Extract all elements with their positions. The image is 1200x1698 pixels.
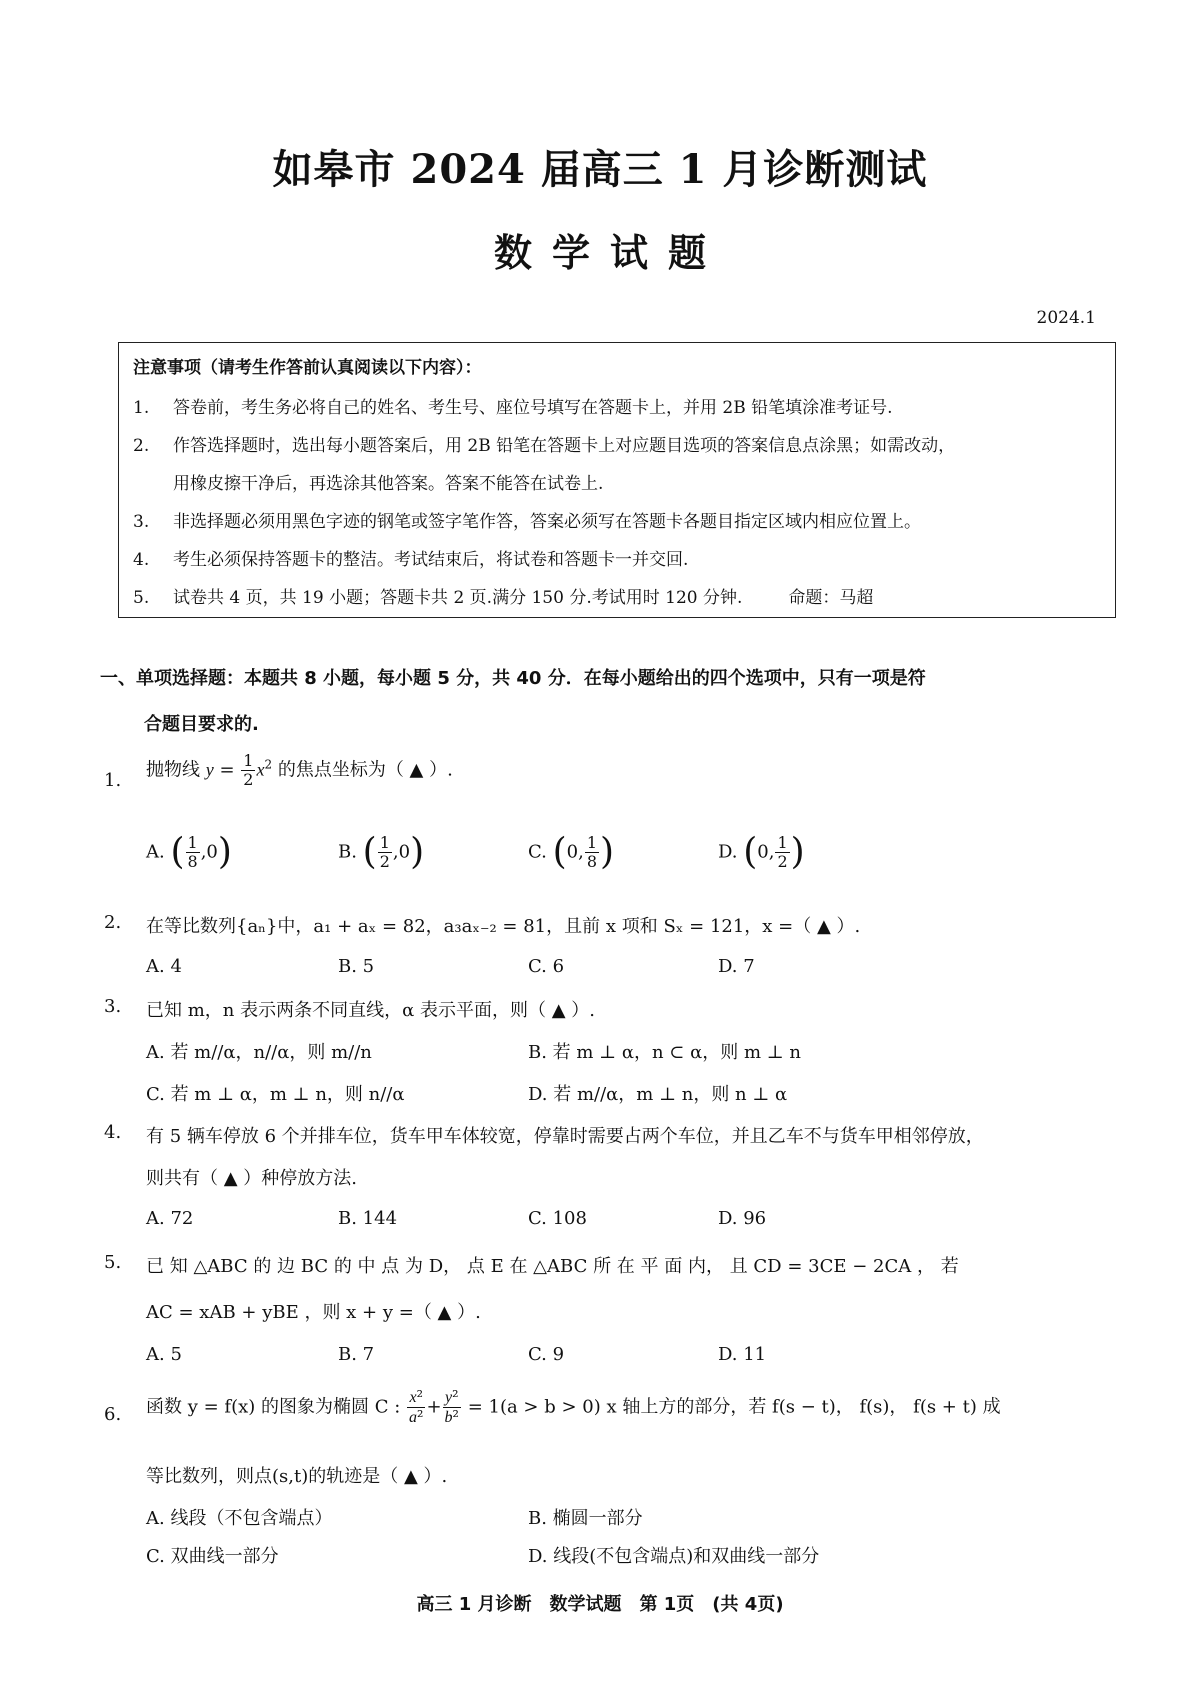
option-c[interactable]: C. 9 [528,1344,565,1365]
notice-item-text: 考生必须保持答题卡的整洁。考试结束后，将试卷和答题卡一并交回. [173,550,689,570]
notice-item [133,393,893,418]
option-d[interactable]: D. 96 [718,1208,767,1229]
option-a[interactable]: A. 72 [146,1208,194,1229]
question-1-pre: 抛物线 [146,759,200,781]
page-title: 如皋市 2024 届高三 1 月诊断测试 [272,146,928,193]
option-a[interactable]: A. 4 [146,956,182,977]
question-4-line-2: 则共有（ ▲ ）种停放方法. [146,1168,358,1189]
notice-item-text: 试卷共 4 页，共 19 小题；答题卡共 2 页.满分 150 分.考试用时 120 分钟. [173,588,743,608]
question-6-line-1: 函数 y = f(x) 的图象为椭圆 C : $\frac{\text{x²}}{\text{a²}}$ + $\frac{\text{y²}}{\text{b²}}$ = 1(a > b > 0) x 轴上方的部分，若 f(s − t)， f(s)， f(s + t) 成 [146,1387,1001,1426]
notice-item [133,507,921,532]
notice-item [133,431,955,456]
question-6-line-1a: 函数 y = f(x) 的图象为椭圆 C : [146,1396,401,1418]
question-5-line-1: 已 知 △ABC 的 边 BC 的 中 点 为 D， 点 E 在 △ABC 所 在 平 面 内， 且 CD = 3CE − 2CA ， 若 [146,1256,959,1277]
notice-author: 命题：马超 [788,588,874,608]
option-c[interactable]: C. 若 m ⊥ α，m ⊥ n，则 n//α [146,1084,405,1105]
notice-item-number: 3. [133,512,150,532]
notice-item-text: 作答选择题时，选出每小题答案后，用 2B 铅笔在答题卡上对应题目选项的答案信息点涂黑；如需改动， [173,436,956,456]
option-a[interactable]: A. 线段（不包含端点） [146,1508,333,1529]
question-6-line-1b: = 1(a > b > 0) x 轴上方的部分，若 f(s − t)， f(s)， f(s + t) 成 [467,1396,1001,1418]
question-2-text: 在等比数列{aₙ}中，a₁ + aₓ = 82，a₃aₓ₋₂ = 81，且前 x 项和 Sₓ = 121，x =（ ▲ ）. [146,916,861,937]
notice-item-number: 2. [133,436,150,456]
question-3-text: 已知 m，n 表示两条不同直线，α 表示平面，则（ ▲ ）. [146,1000,595,1021]
question-5-line-2: AC = xAB + yBE ，则 x + y =（ ▲ ）. [146,1302,481,1323]
question-number: 4. [104,1122,122,1143]
question-1-post: 的焦点坐标为（ ▲ ）. [277,759,453,781]
option-d[interactable]: D. (0, $\frac{1}{2}$ ) [718,831,805,873]
option-b[interactable]: B. ( $\frac{1}{2}$ ,0) [338,831,425,873]
section-heading-continuation: 合题目要求的. [144,714,259,735]
notice-item-number: 5. [133,588,150,608]
notice-item-number: 1. [133,398,150,418]
question-1-text: 抛物线 y = $\frac{1}{2}$ $x^2$ 的焦点坐标为（ ▲ ）. [146,751,453,789]
question-number: 3. [104,996,122,1017]
question-number: 1. [104,770,122,791]
question-number: 6. [104,1404,122,1425]
notice-item-continuation: 用橡皮擦干净后，再选涂其他答案。答案不能答在试卷上. [173,474,604,494]
page-subtitle: 数学试题 [493,230,726,275]
fraction: $\frac{1}{2}$ [243,751,254,789]
option-d[interactable]: D. 线段(不包含端点)和双曲线一部分 [528,1546,820,1567]
option-a[interactable]: A. ( $\frac{1}{8}$ ,0) [146,831,232,873]
option-a[interactable]: A. 若 m//α，n//α，则 m//n [146,1042,372,1063]
exam-date: 2024.1 [1036,308,1096,328]
notice-item-text: 答卷前，考生务必将自己的姓名、考生号、座位号填写在答题卡上，并用 2B 铅笔填涂准考证号. [173,398,893,418]
option-c[interactable]: C. 6 [528,956,565,977]
notice-item-number: 4. [133,550,150,570]
question-4-line-1: 有 5 辆车停放 6 个并排车位，货车甲车体较宽，停靠时需要占两个车位，并且乙车不与货车甲相邻停放， [146,1126,984,1147]
notice-item-text: 非选择题必须用黑色字迹的钢笔或签字笔作答，答案必须写在答题卡各题目指定区域内相应位置上。 [173,512,921,532]
notice-heading: 注意事项（请考生作答前认真阅读以下内容）： [133,358,482,378]
notice-item [133,545,688,570]
option-b[interactable]: B. 椭圆一部分 [528,1508,643,1529]
section-heading: 一、单项选择题：本题共 8 小题，每小题 5 分，共 40 分．在每小题给出的四个选项中，只有一项是符 [100,668,926,689]
option-b[interactable]: B. 7 [338,1344,375,1365]
option-d[interactable]: D. 11 [718,1344,767,1365]
option-c[interactable]: C. (0, $\frac{1}{8}$ ) [528,831,615,873]
option-b[interactable]: B. 5 [338,956,375,977]
option-b[interactable]: B. 若 m ⊥ α，n ⊂ α，则 m ⊥ n [528,1042,802,1063]
option-c[interactable]: C. 双曲线一部分 [146,1546,279,1567]
option-d[interactable]: D. 若 m//α，m ⊥ n，则 n ⊥ α [528,1084,788,1105]
option-b[interactable]: B. 144 [338,1208,398,1229]
question-6-line-2: 等比数列，则点(s,t)的轨迹是（ ▲ ）. [146,1466,448,1487]
option-d[interactable]: D. 7 [718,956,755,977]
question-number: 2. [104,912,122,933]
notice-item [133,583,873,608]
page-footer: 高三 1 月诊断 数学试题 第 1页 (共 4页) [416,1594,784,1615]
notice-box [118,342,1116,618]
option-c[interactable]: C. 108 [528,1208,587,1229]
option-a[interactable]: A. 5 [146,1344,182,1365]
question-number: 5. [104,1252,122,1273]
